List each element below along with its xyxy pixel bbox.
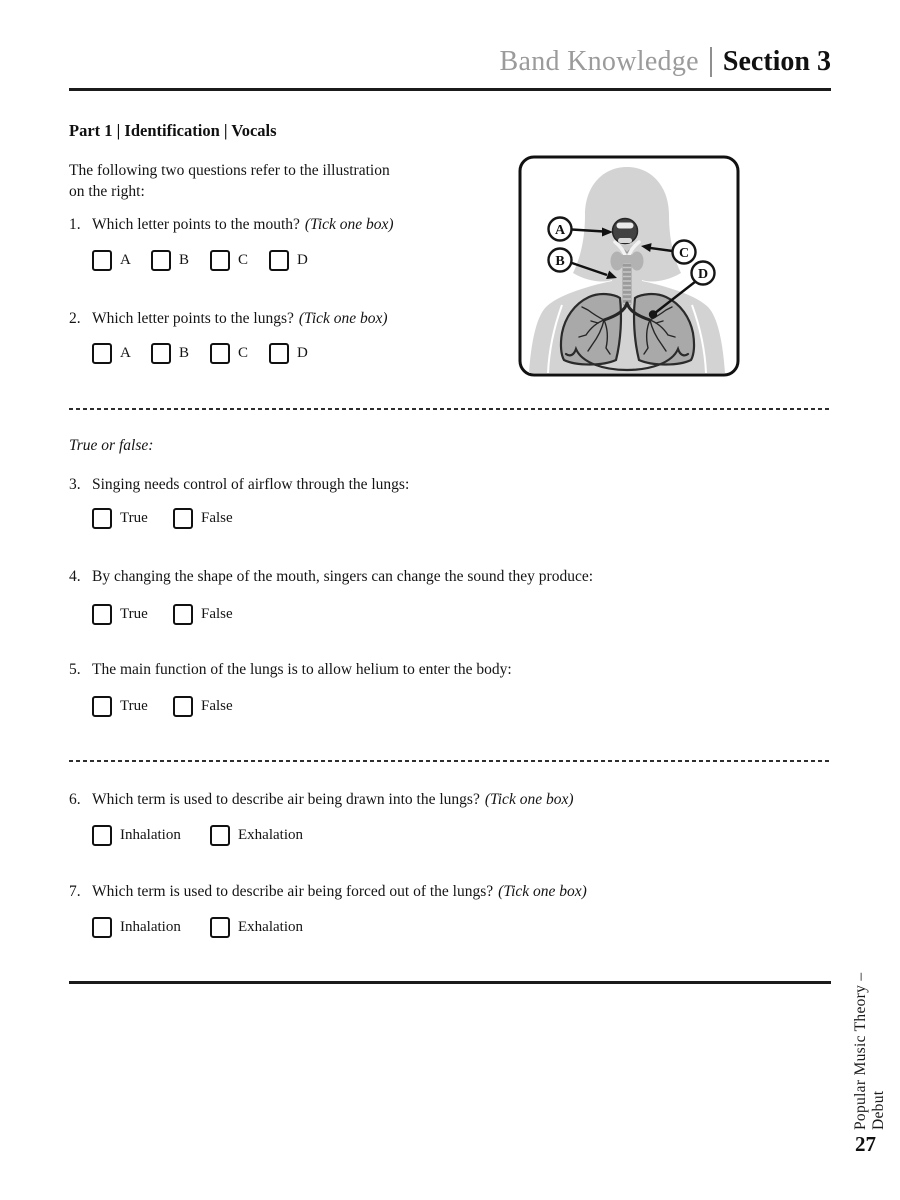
checkbox-q2-c[interactable] [210, 343, 230, 364]
checkbox-q1-a[interactable] [92, 250, 112, 271]
part-heading: Part 1 | Identification | Vocals [69, 121, 277, 140]
question-1-options [92, 250, 328, 271]
question-6-number: 6. [69, 791, 81, 808]
question-1 [69, 216, 394, 234]
spine-title: Popular Music Theory – Debut [852, 972, 887, 1130]
question-6-hint: (Tick one box) [484, 791, 574, 808]
checkbox-q1-d[interactable] [269, 250, 289, 271]
header-rule [69, 88, 831, 91]
checkbox-q4-false[interactable] [173, 604, 193, 625]
question-2-hint: (Tick one box) [298, 310, 388, 327]
option-label: C [238, 252, 249, 268]
checkbox-q6-inhalation[interactable] [92, 825, 112, 846]
question-2-number: 2. [69, 310, 81, 327]
option-label: D [297, 345, 308, 361]
question-7 [69, 883, 587, 901]
checkbox-q2-b[interactable] [151, 343, 171, 364]
question-1-number: 1. [69, 216, 81, 233]
question-7-options [92, 917, 303, 938]
option-label: Inhalation [120, 919, 181, 935]
option-label: True [120, 698, 148, 714]
option-label: True [120, 510, 148, 526]
bottom-rule [69, 981, 831, 984]
question-5 [69, 661, 512, 679]
option-label: False [201, 698, 233, 714]
option-label: False [201, 606, 233, 622]
question-2-options [92, 343, 328, 364]
header-chapter-title: Section 3 [722, 46, 831, 77]
question-7-hint: (Tick one box) [498, 883, 587, 900]
checkbox-q7-inhalation[interactable] [92, 917, 112, 938]
question-2 [69, 310, 388, 328]
question-2-text: Which letter points to the lungs? [92, 310, 294, 327]
question-6-options [92, 825, 303, 846]
checkbox-q6-exhalation[interactable] [210, 825, 230, 846]
page-header [69, 46, 831, 78]
checkbox-q2-d[interactable] [269, 343, 289, 364]
true-false-label: True or false: [69, 437, 154, 454]
question-6 [69, 791, 574, 809]
intro-line-1: The following two questions refer to the illustration [69, 162, 390, 179]
question-4-text: By changing the shape of the mouth, singers can change the sound they produce: [92, 568, 594, 585]
question-3 [69, 476, 409, 494]
option-label: Inhalation [120, 827, 181, 843]
label-d: D [697, 266, 709, 282]
option-label: C [238, 345, 249, 361]
checkbox-q7-exhalation[interactable] [210, 917, 230, 938]
respiratory-illustration [518, 155, 740, 377]
question-6-text: Which term is used to describe air being drawn into the lungs? [92, 791, 480, 808]
header-divider [710, 47, 712, 77]
question-4 [69, 568, 593, 586]
checkbox-q4-true[interactable] [92, 604, 112, 625]
dashed-divider-1 [69, 408, 831, 410]
option-label: False [201, 510, 233, 526]
question-5-options [92, 696, 233, 717]
question-5-text: The main function of the lungs is to allow helium to enter the body: [92, 661, 512, 678]
page-number: 27 [855, 1132, 876, 1156]
checkbox-q5-true[interactable] [92, 696, 112, 717]
checkbox-q5-false[interactable] [173, 696, 193, 717]
option-label: A [120, 345, 131, 361]
option-label: Exhalation [238, 919, 303, 935]
checkbox-q1-c[interactable] [210, 250, 230, 271]
question-7-text: Which term is used to describe air being forced out of the lungs? [92, 883, 494, 900]
question-1-text: Which letter points to the mouth? [92, 216, 300, 233]
header-section-title: Band Knowledge [499, 46, 699, 77]
question-7-number: 7. [69, 883, 81, 900]
checkbox-q2-a[interactable] [92, 343, 112, 364]
intro-text [69, 160, 390, 202]
option-label: D [297, 252, 308, 268]
question-1-hint: (Tick one box) [304, 216, 394, 233]
option-label: B [179, 252, 190, 268]
question-3-text: Singing needs control of airflow through the lungs: [92, 476, 410, 493]
dashed-divider-2 [69, 760, 831, 762]
question-3-number: 3. [69, 476, 81, 493]
question-4-options [92, 604, 233, 625]
question-4-number: 4. [69, 568, 81, 585]
checkbox-q3-true[interactable] [92, 508, 112, 529]
option-label: Exhalation [238, 827, 303, 843]
checkbox-q3-false[interactable] [173, 508, 193, 529]
intro-line-2: on the right: [69, 183, 145, 200]
checkbox-q1-b[interactable] [151, 250, 171, 271]
label-a: A [554, 222, 566, 238]
question-5-number: 5. [69, 661, 81, 678]
label-b: B [555, 253, 565, 269]
option-label: A [120, 252, 131, 268]
option-label: B [179, 345, 190, 361]
label-c: C [678, 245, 690, 261]
option-label: True [120, 606, 148, 622]
question-3-options [92, 508, 233, 529]
